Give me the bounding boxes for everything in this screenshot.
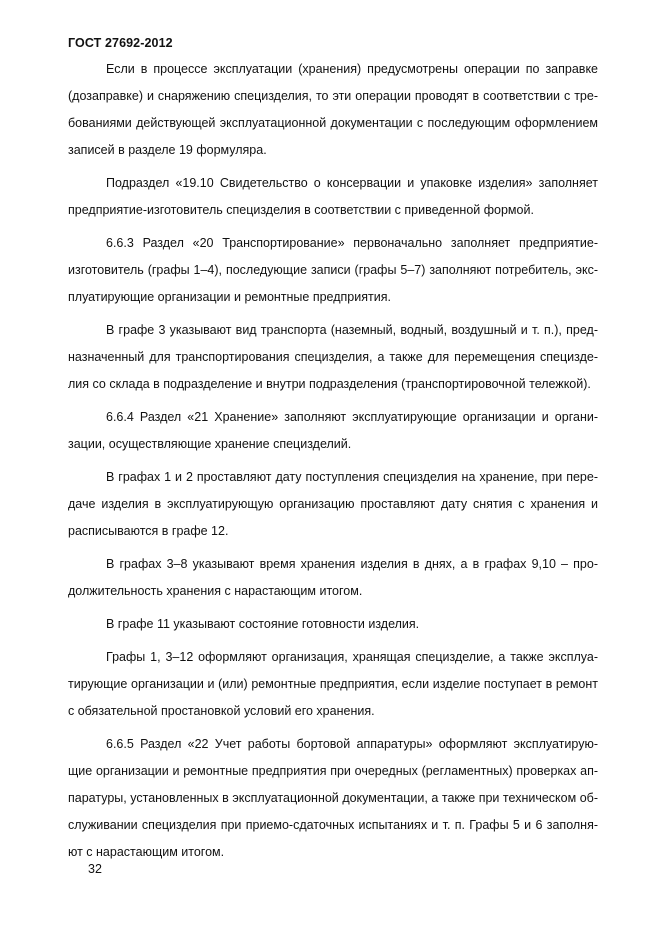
- paragraph-line: 6.6.5 Раздел «22 Учет работы бортовой аппаратуры» оформляют эксплуатирую-: [106, 737, 598, 751]
- paragraph-line: В графах 1 и 2 проставляют дату поступления специзделия на хранение, при пере-: [106, 470, 598, 484]
- paragraph: [68, 404, 598, 458]
- paragraph: [68, 56, 598, 164]
- paragraph-line: назначенный для транспортирования специзделия, а также для перемещения специзде-: [68, 350, 598, 364]
- paragraph-line: В графах 3–8 указывают время хранения изделия в днях, а в графах 9,10 – про-: [106, 557, 598, 571]
- document-body: [68, 56, 598, 872]
- paragraph: [68, 611, 598, 638]
- paragraph-line: изготовитель (графы 1–4), последующие записи (графы 5–7) заполняют потребитель, экс-: [68, 263, 598, 277]
- paragraph-line: бованиями действующей эксплуатационной документации с последующим оформлением: [68, 116, 598, 130]
- paragraph: [68, 317, 598, 398]
- paragraph-line: зации, осуществляющие хранение специзделий.: [68, 437, 352, 451]
- paragraph-line: 6.6.4 Раздел «21 Хранение» заполняют эксплуатирующие организации и органи-: [106, 410, 598, 424]
- paragraph: [68, 551, 598, 605]
- paragraph: [68, 644, 598, 725]
- paragraph-line: предприятие-изготовитель специзделия в соответствии с приведенной формой.: [68, 203, 534, 217]
- paragraph-line: плуатирующие организации и ремонтные предприятия.: [68, 290, 391, 304]
- paragraph-line: Если в процессе эксплуатации (хранения) предусмотрены операции по заправке: [106, 62, 598, 76]
- paragraph-line: щие организации и ремонтные предприятия при очередных (регламентных) проверках ап-: [68, 764, 598, 778]
- paragraph: [68, 170, 598, 224]
- paragraph: [68, 230, 598, 311]
- paragraph-line: должительность хранения с нарастающим итогом.: [68, 584, 363, 598]
- paragraph-line: с обязательной простановкой условий его хранения.: [68, 704, 375, 718]
- paragraph-line: лия со склада в подразделение и внутри подразделения (транспортировочной тележкой).: [68, 377, 591, 391]
- paragraph-line: ют с нарастающим итогом.: [68, 845, 225, 859]
- paragraph-line: записей в разделе 19 формуляра.: [68, 143, 267, 157]
- paragraph-line: Графы 1, 3–12 оформляют организация, хранящая специзделие, а также эксплуа-: [106, 650, 598, 664]
- paragraph-line: расписываются в графе 12.: [68, 524, 229, 538]
- paragraph-line: паратуры, установленных в эксплуатационной документации, а также при техническом об-: [68, 791, 598, 805]
- paragraph-line: 6.6.3 Раздел «20 Транспортирование» первоначально заполняет предприятие-: [106, 236, 598, 250]
- page-number: 32: [88, 862, 102, 876]
- paragraph: [68, 464, 598, 545]
- paragraph-line: (дозаправке) и снаряжению специзделия, то эти операции проводят в соответствии с тре-: [68, 89, 598, 103]
- paragraph: [68, 731, 598, 866]
- paragraph-line: В графе 11 указывают состояние готовности изделия.: [106, 617, 420, 631]
- paragraph-line: даче изделия в эксплуатирующую организацию проставляют дату снятия с хранения и: [68, 497, 598, 511]
- paragraph-line: служивании специзделия при приемо-сдаточных испытаниях и т. п. Графы 5 и 6 заполня-: [68, 818, 598, 832]
- paragraph-line: Подраздел «19.10 Свидетельство о консервации и упаковке изделия» заполняет: [106, 176, 598, 190]
- paragraph-line: тирующие организации и (или) ремонтные предприятия, если изделие поступает в ремонт: [68, 677, 598, 691]
- document-code-header: ГОСТ 27692-2012: [68, 36, 173, 50]
- paragraph-line: В графе 3 указывают вид транспорта (наземный, водный, воздушный и т. п.), пред-: [106, 323, 598, 337]
